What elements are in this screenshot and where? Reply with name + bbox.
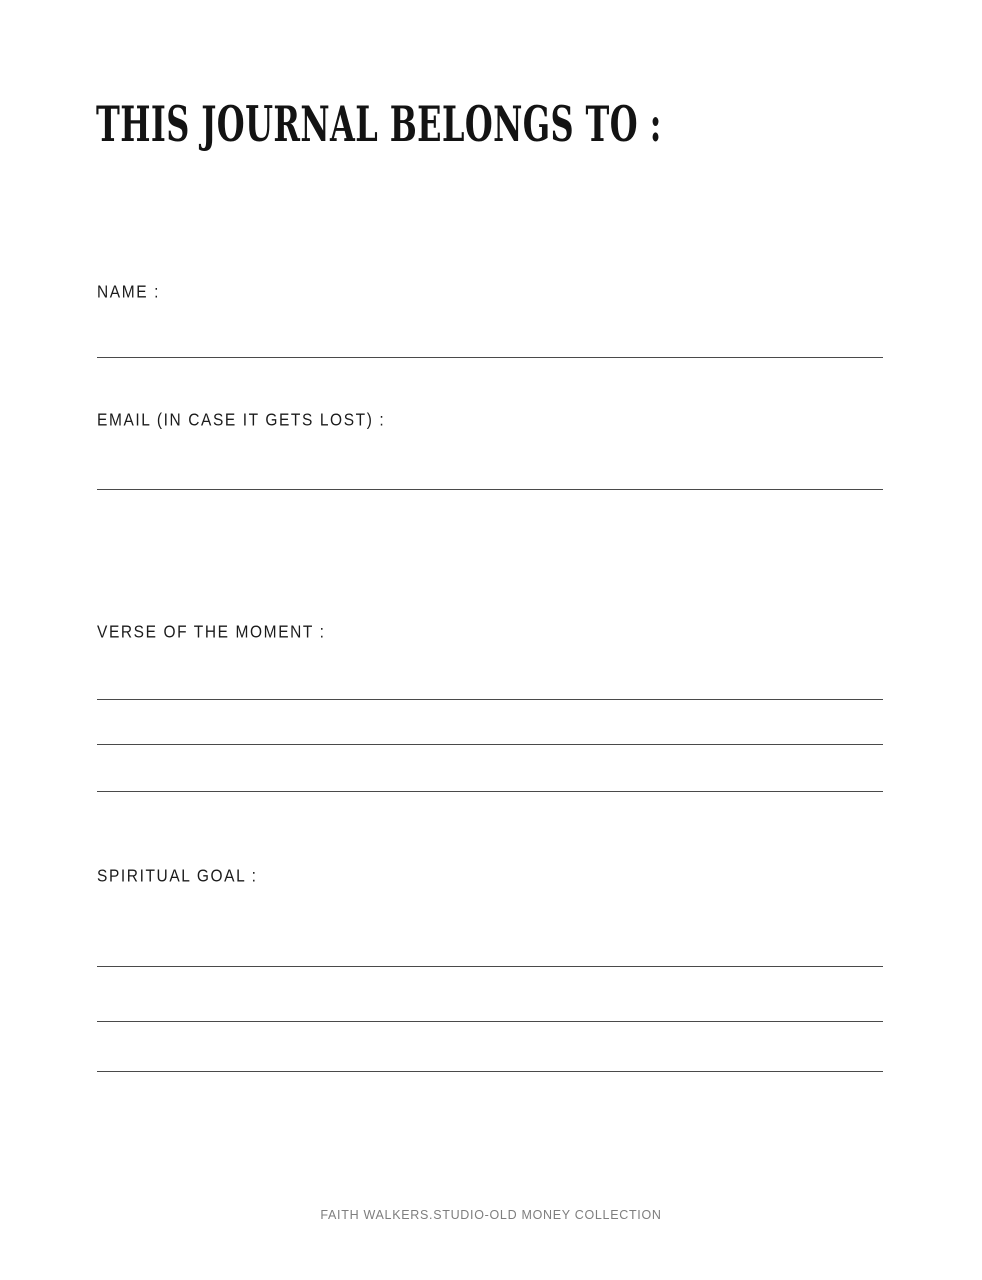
write-line-email[interactable]	[97, 489, 883, 490]
field-label-spiritual-goal: SPIRITUAL GOAL :	[97, 867, 258, 887]
write-line-verse-1[interactable]	[97, 699, 883, 700]
field-label-name: NAME :	[97, 283, 160, 303]
write-line-goal-3[interactable]	[97, 1071, 883, 1072]
write-line-goal-2[interactable]	[97, 1021, 883, 1022]
page-title: THIS JOURNAL BELONGS TO :	[96, 96, 662, 154]
write-line-name[interactable]	[97, 357, 883, 358]
write-line-goal-1[interactable]	[97, 966, 883, 967]
page-footer: FAITH WALKERS.STUDIO-OLD MONEY COLLECTION	[320, 1208, 662, 1222]
write-line-verse-3[interactable]	[97, 791, 883, 792]
field-label-email: EMAIL (IN CASE IT GETS LOST) :	[97, 411, 386, 431]
write-line-verse-2[interactable]	[97, 744, 883, 745]
field-label-verse-of-the-moment: VERSE OF THE MOMENT :	[97, 623, 326, 643]
